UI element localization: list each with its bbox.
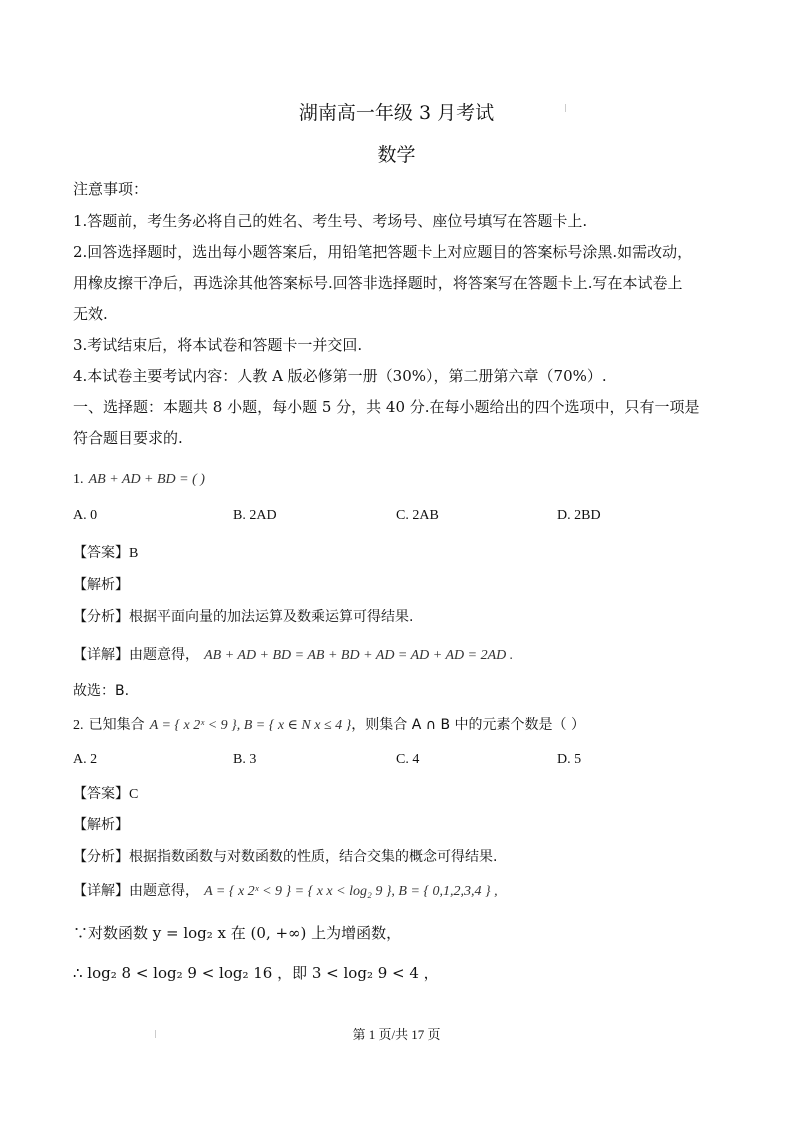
q1-conclusion: 故选：B. bbox=[73, 683, 130, 699]
q2-answer-row bbox=[73, 783, 138, 803]
q1-number: 1. bbox=[73, 472, 84, 487]
page-footer: 第 1 页/共 17 页 bbox=[352, 1027, 441, 1042]
q1-fenxi-tag: 【分析】 bbox=[73, 609, 129, 625]
q2-stem-prefix: 已知集合 bbox=[88, 717, 145, 733]
q1-analysis-tag: 【解析】 bbox=[73, 577, 129, 593]
q2-xiangjie-math: A = { x 2ˣ < 9 } = { x x < log₂ 9 }, B = { 0,1,2,3,4 } , bbox=[204, 884, 498, 899]
q2-answer: C bbox=[129, 787, 139, 802]
scan-mark bbox=[155, 1030, 156, 1038]
q1-xiangjie-math: AB + AD + BD = AB + BD + AD = AD + AD = 2AD . bbox=[204, 648, 514, 663]
q1-stem: AB + AD + BD = ( ) bbox=[88, 472, 205, 487]
q2-xiangjie: 由题意得， bbox=[129, 883, 199, 899]
q2-fenxi: 根据指数函数与对数函数的性质，结合交集的概念可得结果. bbox=[129, 849, 498, 865]
q1-xiangjie-tag: 【详解】 bbox=[73, 647, 129, 663]
q2-stem-row bbox=[73, 714, 585, 734]
subject-title: 数学 bbox=[377, 144, 416, 166]
q2-option-d: D. 5 bbox=[557, 752, 582, 767]
q1-answer-tag: 【答案】 bbox=[73, 545, 129, 561]
q2-xiangjie-tag: 【详解】 bbox=[73, 883, 129, 899]
q1-stem-row bbox=[73, 468, 205, 488]
q1-answer: B bbox=[129, 546, 139, 561]
q1-option-c: C. 2AB bbox=[396, 508, 439, 523]
q2-stem-suffix: ，则集合 A ∩ B 中的元素个数是（ ） bbox=[351, 717, 585, 733]
q2-option-b: B. 3 bbox=[233, 752, 257, 767]
q2-number: 2. bbox=[73, 718, 84, 733]
q2-option-a: A. 2 bbox=[73, 752, 98, 767]
notice-item-2-end: 无效. bbox=[73, 305, 108, 323]
q2-line-3: ∴ log₂ 8 < log₂ 9 < log₂ 16 ，即 3 < log₂ 9 < 4 ， bbox=[73, 964, 439, 982]
notice-item-3: 3.考试结束后，将本试卷和答题卡一并交回. bbox=[73, 336, 363, 354]
scan-mark bbox=[565, 104, 566, 112]
notice-item-1: 1.答题前，考生务必将自己的姓名、考生号、考场号、座位号填写在答题卡上. bbox=[73, 212, 588, 230]
q2-line-2: ∵对数函数 y = log₂ x 在 (0, +∞) 上为增函数， bbox=[73, 924, 402, 942]
q1-fenxi-row bbox=[73, 606, 413, 626]
q2-answer-tag: 【答案】 bbox=[73, 786, 129, 802]
notice-heading: 注意事项： bbox=[73, 180, 149, 198]
q1-option-d: D. 2BD bbox=[557, 508, 601, 523]
q1-xiangjie-row bbox=[73, 644, 513, 664]
page-title: 湖南高一年级 3 月考试 bbox=[298, 102, 495, 124]
section-heading: 一、选择题：本题共 8 小题，每小题 5 分，共 40 分.在每小题给出的四个选项中，只有一项是 bbox=[73, 398, 700, 416]
q2-fenxi-row bbox=[73, 846, 497, 866]
q2-analysis-tag: 【解析】 bbox=[73, 817, 129, 833]
q1-option-a: A. 0 bbox=[73, 508, 98, 523]
notice-item-2-cont: 用橡皮擦干净后，再选涂其他答案标号.回答非选择题时，将答案写在答题卡上.写在本试卷上 bbox=[73, 274, 683, 292]
q2-option-c: C. 4 bbox=[396, 752, 420, 767]
notice-item-4: 4.本试卷主要考试内容：人教 A 版必修第一册（30%），第二册第六章（70%）. bbox=[73, 367, 607, 385]
q1-fenxi: 根据平面向量的加法运算及数乘运算可得结果. bbox=[129, 609, 414, 625]
section-heading-cont: 符合题目要求的. bbox=[73, 429, 183, 447]
notice-item-2: 2.回答选择题时，选出每小题答案后，用铅笔把答题卡上对应题目的答案标号涂黑.如需改动， bbox=[73, 243, 693, 261]
q1-answer-row bbox=[73, 542, 138, 562]
q2-fenxi-tag: 【分析】 bbox=[73, 849, 129, 865]
q2-stem-math: A = { x 2ˣ < 9 }, B = { x ∈ N x ≤ 4 } bbox=[149, 718, 352, 733]
q1-xiangjie: 由题意得， bbox=[129, 647, 199, 663]
q1-option-b: B. 2AD bbox=[233, 508, 277, 523]
q2-xiangjie-row bbox=[73, 880, 498, 900]
